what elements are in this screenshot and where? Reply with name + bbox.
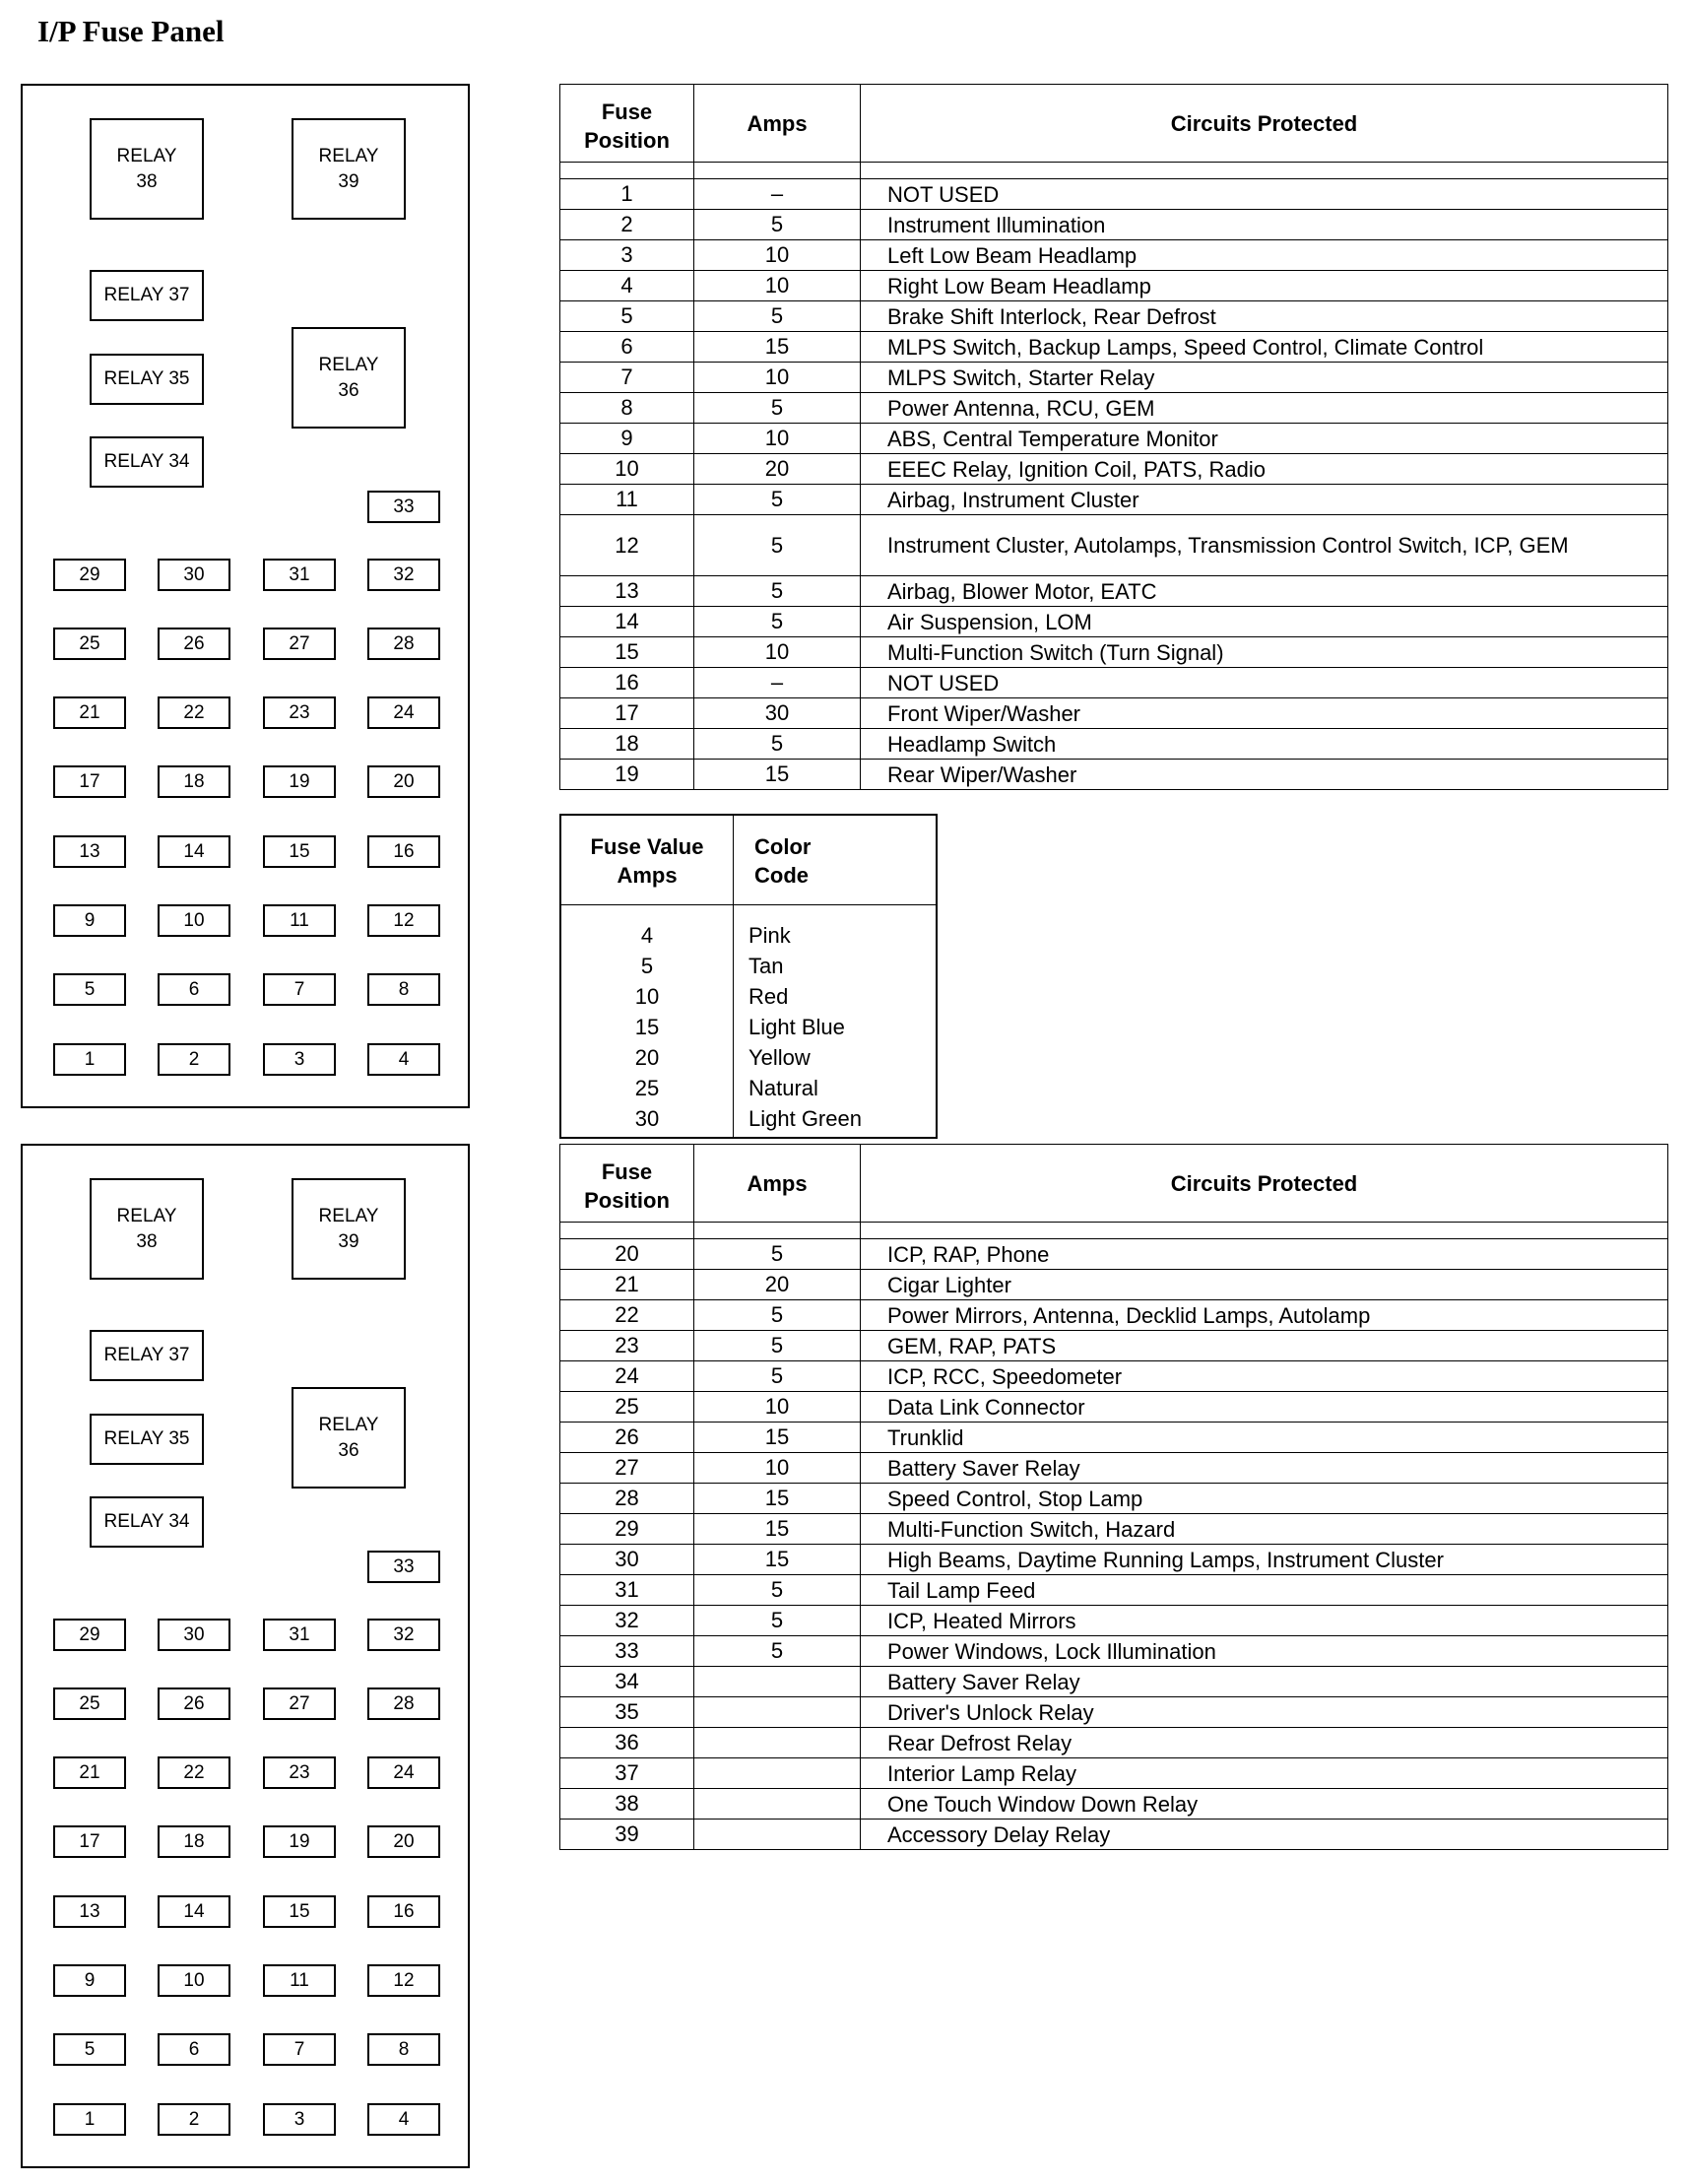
table-row bbox=[560, 1239, 1668, 1270]
amps-cell: 30 bbox=[694, 698, 861, 729]
header-fuse-position: Fuse Position bbox=[560, 85, 694, 163]
relay-36 bbox=[292, 1387, 406, 1489]
relay-38 bbox=[90, 118, 204, 220]
fuse-15: 15 bbox=[263, 835, 336, 868]
color-header-color: Color Code bbox=[754, 834, 812, 888]
amps-cell bbox=[694, 1667, 861, 1697]
circuits-cell: Driver's Unlock Relay bbox=[861, 1697, 1668, 1728]
amps-cell bbox=[694, 1697, 861, 1728]
amps-cell: – bbox=[694, 179, 861, 210]
fuse-14: 14 bbox=[158, 835, 230, 868]
fuse-28: 28 bbox=[367, 628, 440, 660]
fuse-position-cell: 38 bbox=[560, 1789, 694, 1820]
amps-cell: 15 bbox=[694, 332, 861, 363]
fuse-31: 31 bbox=[263, 1619, 336, 1651]
amps-cell: 5 bbox=[694, 210, 861, 240]
table-row bbox=[560, 454, 1668, 485]
fuse-position-cell: 28 bbox=[560, 1484, 694, 1514]
fuse-27: 27 bbox=[263, 1688, 336, 1720]
fuse-position-cell: 20 bbox=[560, 1239, 694, 1270]
fuse-8: 8 bbox=[367, 2033, 440, 2066]
table-row bbox=[560, 607, 1668, 637]
color-code-legend bbox=[559, 814, 938, 1139]
fuse-3: 3 bbox=[263, 1043, 336, 1076]
amps-cell bbox=[694, 1820, 861, 1850]
amps-cell: – bbox=[694, 668, 861, 698]
amps-cell: 15 bbox=[694, 1545, 861, 1575]
fuse-position-cell: 5 bbox=[560, 301, 694, 332]
fuse-position-cell: 6 bbox=[560, 332, 694, 363]
table-row bbox=[560, 301, 1668, 332]
table-row bbox=[560, 240, 1668, 271]
fuse-position-cell: 7 bbox=[560, 363, 694, 393]
relay-label: RELAY 37 bbox=[103, 1345, 190, 1365]
amps-cell: 5 bbox=[694, 515, 861, 576]
fuse-position-cell: 3 bbox=[560, 240, 694, 271]
relay-label: RELAY 34 bbox=[103, 1511, 190, 1532]
circuits-cell: Power Antenna, RCU, GEM bbox=[861, 393, 1668, 424]
circuits-cell: ICP, RAP, Phone bbox=[861, 1239, 1668, 1270]
amps-cell: 5 bbox=[694, 1575, 861, 1606]
color-amp-value: 25 bbox=[634, 1076, 660, 1100]
fuse-position-cell: 14 bbox=[560, 607, 694, 637]
fuse-position-cell: 15 bbox=[560, 637, 694, 668]
circuits-cell: MLPS Switch, Starter Relay bbox=[861, 363, 1668, 393]
relay-number: 39 bbox=[338, 1230, 359, 1252]
table-row bbox=[560, 485, 1668, 515]
relay-number: 36 bbox=[338, 379, 359, 401]
fuse-10: 10 bbox=[158, 904, 230, 937]
fuse-6: 6 bbox=[158, 973, 230, 1006]
fuse-19: 19 bbox=[263, 765, 336, 798]
fuse-table-1 bbox=[559, 84, 1668, 790]
fuse-33: 33 bbox=[367, 1551, 440, 1583]
amps-cell bbox=[694, 1758, 861, 1789]
fuse-9: 9 bbox=[53, 904, 126, 937]
circuits-cell: NOT USED bbox=[861, 668, 1668, 698]
fuse-6: 6 bbox=[158, 2033, 230, 2066]
color-name: Tan bbox=[748, 954, 784, 978]
table-row bbox=[560, 760, 1668, 790]
amps-cell: 10 bbox=[694, 637, 861, 668]
fuse-position-cell: 13 bbox=[560, 576, 694, 607]
fuse-20: 20 bbox=[367, 1825, 440, 1858]
amps-cell: 5 bbox=[694, 1331, 861, 1361]
table-row bbox=[560, 1270, 1668, 1300]
fuse-22: 22 bbox=[158, 1756, 230, 1789]
fuse-position-cell: 23 bbox=[560, 1331, 694, 1361]
fuse-25: 25 bbox=[53, 628, 126, 660]
amps-cell: 5 bbox=[694, 1636, 861, 1667]
table-row bbox=[560, 637, 1668, 668]
fuse-2: 2 bbox=[158, 2103, 230, 2136]
relay-number: 36 bbox=[338, 1439, 359, 1461]
fuse-position-cell: 11 bbox=[560, 485, 694, 515]
circuits-cell: Data Link Connector bbox=[861, 1392, 1668, 1423]
table-row bbox=[560, 1606, 1668, 1636]
circuits-cell: Multi-Function Switch (Turn Signal) bbox=[861, 637, 1668, 668]
color-amp-value: 15 bbox=[634, 1015, 660, 1039]
color-name: Light Green bbox=[748, 1106, 862, 1131]
circuits-cell: Trunklid bbox=[861, 1423, 1668, 1453]
fuse-21: 21 bbox=[53, 696, 126, 729]
circuits-cell: Instrument Cluster, Autolamps, Transmission Control Switch, ICP, GEM bbox=[861, 515, 1668, 576]
fuse-14: 14 bbox=[158, 1895, 230, 1928]
fuse-1: 1 bbox=[53, 1043, 126, 1076]
table-row bbox=[560, 271, 1668, 301]
circuits-cell: MLPS Switch, Backup Lamps, Speed Control, Climate Control bbox=[861, 332, 1668, 363]
fuse-24: 24 bbox=[367, 696, 440, 729]
table-row bbox=[560, 1636, 1668, 1667]
fuse-position-cell: 31 bbox=[560, 1575, 694, 1606]
amps-cell: 5 bbox=[694, 729, 861, 760]
table-row bbox=[560, 424, 1668, 454]
fuse-15: 15 bbox=[263, 1895, 336, 1928]
fuse-position-cell: 29 bbox=[560, 1514, 694, 1545]
table-row bbox=[560, 363, 1668, 393]
circuits-cell: Rear Defrost Relay bbox=[861, 1728, 1668, 1758]
relay-label: RELAY 34 bbox=[103, 451, 190, 472]
amps-cell: 10 bbox=[694, 271, 861, 301]
amps-cell: 5 bbox=[694, 301, 861, 332]
circuits-cell: High Beams, Daytime Running Lamps, Instrument Cluster bbox=[861, 1545, 1668, 1575]
fuse-18: 18 bbox=[158, 1825, 230, 1858]
amps-cell: 15 bbox=[694, 1484, 861, 1514]
amps-cell: 5 bbox=[694, 485, 861, 515]
fuse-position-cell: 18 bbox=[560, 729, 694, 760]
circuits-cell: ICP, Heated Mirrors bbox=[861, 1606, 1668, 1636]
fuse-17: 17 bbox=[53, 1825, 126, 1858]
page-title: I/P Fuse Panel bbox=[37, 14, 225, 48]
amps-cell: 20 bbox=[694, 1270, 861, 1300]
amps-cell: 20 bbox=[694, 454, 861, 485]
circuits-cell: Instrument Illumination bbox=[861, 210, 1668, 240]
fuse-position-cell: 2 bbox=[560, 210, 694, 240]
fuse-position-cell: 12 bbox=[560, 515, 694, 576]
color-name: Natural bbox=[748, 1076, 818, 1100]
color-amp-value: 5 bbox=[640, 954, 654, 978]
header-amps: Amps bbox=[694, 85, 861, 163]
relay-label: RELAY 35 bbox=[103, 1428, 190, 1449]
fuse-17: 17 bbox=[53, 765, 126, 798]
circuits-cell: Airbag, Instrument Cluster bbox=[861, 485, 1668, 515]
fuse-13: 13 bbox=[53, 1895, 126, 1928]
fuse-position-cell: 39 bbox=[560, 1820, 694, 1850]
circuits-cell: Tail Lamp Feed bbox=[861, 1575, 1668, 1606]
circuits-cell: Power Mirrors, Antenna, Decklid Lamps, Autolamp bbox=[861, 1300, 1668, 1331]
fuse-5: 5 bbox=[53, 973, 126, 1006]
circuits-cell: EEEC Relay, Ignition Coil, PATS, Radio bbox=[861, 454, 1668, 485]
relay-34 bbox=[90, 1496, 204, 1548]
circuits-cell: ICP, RCC, Speedometer bbox=[861, 1361, 1668, 1392]
relay-39 bbox=[292, 118, 406, 220]
fuse-position-cell: 36 bbox=[560, 1728, 694, 1758]
table-row bbox=[560, 1545, 1668, 1575]
amps-cell: 15 bbox=[694, 1423, 861, 1453]
table-row bbox=[560, 332, 1668, 363]
amps-cell: 10 bbox=[694, 424, 861, 454]
fuse-position-cell: 21 bbox=[560, 1270, 694, 1300]
table-row bbox=[560, 1453, 1668, 1484]
amps-cell bbox=[694, 1728, 861, 1758]
relay-number: 38 bbox=[136, 170, 158, 192]
circuits-cell: Accessory Delay Relay bbox=[861, 1820, 1668, 1850]
fuse-position-cell: 37 bbox=[560, 1758, 694, 1789]
fuse-26: 26 bbox=[158, 1688, 230, 1720]
relay-36 bbox=[292, 327, 406, 429]
fuse-13: 13 bbox=[53, 835, 126, 868]
fuse-24: 24 bbox=[367, 1756, 440, 1789]
amps-cell: 5 bbox=[694, 1239, 861, 1270]
color-amp-value: 10 bbox=[634, 984, 660, 1009]
circuits-cell: NOT USED bbox=[861, 179, 1668, 210]
fuse-position-cell: 25 bbox=[560, 1392, 694, 1423]
fuse-29: 29 bbox=[53, 559, 126, 591]
color-amp-value: 4 bbox=[640, 923, 654, 948]
fuse-23: 23 bbox=[263, 696, 336, 729]
fuse-position-cell: 27 bbox=[560, 1453, 694, 1484]
fuse-position-cell: 33 bbox=[560, 1636, 694, 1667]
fuse-19: 19 bbox=[263, 1825, 336, 1858]
fuse-position-cell: 1 bbox=[560, 179, 694, 210]
color-name: Red bbox=[748, 984, 789, 1009]
fuse-32: 32 bbox=[367, 559, 440, 591]
header-amps: Amps bbox=[694, 1145, 861, 1223]
circuits-cell: Cigar Lighter bbox=[861, 1270, 1668, 1300]
fuse-4: 4 bbox=[367, 1043, 440, 1076]
color-amp-value: 20 bbox=[634, 1045, 660, 1070]
circuits-cell: Interior Lamp Relay bbox=[861, 1758, 1668, 1789]
fuse-position-cell: 22 bbox=[560, 1300, 694, 1331]
amps-cell: 10 bbox=[694, 240, 861, 271]
relay-37 bbox=[90, 270, 204, 321]
fuse-position-cell: 9 bbox=[560, 424, 694, 454]
amps-cell bbox=[694, 1789, 861, 1820]
header-circuits: Circuits Protected bbox=[861, 85, 1668, 163]
color-name: Light Blue bbox=[748, 1015, 845, 1039]
relay-34 bbox=[90, 436, 204, 488]
fuse-panel-diagram-top bbox=[21, 84, 470, 1108]
relay-35 bbox=[90, 1414, 204, 1465]
relay-label: RELAY 35 bbox=[103, 368, 190, 389]
circuits-cell: Speed Control, Stop Lamp bbox=[861, 1484, 1668, 1514]
fuse-position-cell: 35 bbox=[560, 1697, 694, 1728]
fuse-7: 7 bbox=[263, 973, 336, 1006]
circuits-cell: Left Low Beam Headlamp bbox=[861, 240, 1668, 271]
fuse-30: 30 bbox=[158, 1619, 230, 1651]
table-row bbox=[560, 1331, 1668, 1361]
table-row bbox=[560, 1423, 1668, 1453]
fuse-16: 16 bbox=[367, 1895, 440, 1928]
fuse-23: 23 bbox=[263, 1756, 336, 1789]
relay-35 bbox=[90, 354, 204, 405]
fuse-position-cell: 8 bbox=[560, 393, 694, 424]
fuse-position-cell: 26 bbox=[560, 1423, 694, 1453]
header-circuits: Circuits Protected bbox=[861, 1145, 1668, 1223]
circuits-cell: GEM, RAP, PATS bbox=[861, 1331, 1668, 1361]
fuse-20: 20 bbox=[367, 765, 440, 798]
relay-label: RELAY bbox=[318, 145, 379, 166]
amps-cell: 5 bbox=[694, 1606, 861, 1636]
fuse-panel-diagram-bottom bbox=[21, 1144, 470, 2168]
relay-37 bbox=[90, 1330, 204, 1381]
table-row bbox=[560, 576, 1668, 607]
table-row bbox=[560, 1392, 1668, 1423]
table-row bbox=[560, 515, 1668, 576]
fuse-9: 9 bbox=[53, 1964, 126, 1997]
table-row bbox=[560, 1300, 1668, 1331]
fuse-position-cell: 4 bbox=[560, 271, 694, 301]
circuits-cell: Right Low Beam Headlamp bbox=[861, 271, 1668, 301]
amps-cell: 15 bbox=[694, 1514, 861, 1545]
fuse-16: 16 bbox=[367, 835, 440, 868]
fuse-position-cell: 32 bbox=[560, 1606, 694, 1636]
table-row bbox=[560, 1361, 1668, 1392]
circuits-cell: ABS, Central Temperature Monitor bbox=[861, 424, 1668, 454]
circuits-cell: Headlamp Switch bbox=[861, 729, 1668, 760]
table-row bbox=[560, 393, 1668, 424]
fuse-30: 30 bbox=[158, 559, 230, 591]
relay-label: RELAY bbox=[116, 145, 177, 166]
fuse-12: 12 bbox=[367, 904, 440, 937]
table-row bbox=[560, 1789, 1668, 1820]
fuse-27: 27 bbox=[263, 628, 336, 660]
table-row bbox=[560, 1758, 1668, 1789]
circuits-cell: Air Suspension, LOM bbox=[861, 607, 1668, 637]
table-row bbox=[560, 1575, 1668, 1606]
table-row bbox=[560, 1697, 1668, 1728]
circuits-cell: Rear Wiper/Washer bbox=[861, 760, 1668, 790]
fuse-32: 32 bbox=[367, 1619, 440, 1651]
amps-cell: 5 bbox=[694, 607, 861, 637]
relay-label: RELAY bbox=[318, 1414, 379, 1435]
fuse-position-cell: 19 bbox=[560, 760, 694, 790]
fuse-5: 5 bbox=[53, 2033, 126, 2066]
fuse-position-cell: 16 bbox=[560, 668, 694, 698]
color-amp-value: 30 bbox=[634, 1106, 660, 1131]
relay-label: RELAY bbox=[318, 1205, 379, 1226]
fuse-position-cell: 34 bbox=[560, 1667, 694, 1697]
amps-cell: 10 bbox=[694, 363, 861, 393]
fuse-29: 29 bbox=[53, 1619, 126, 1651]
fuse-28: 28 bbox=[367, 1688, 440, 1720]
table-row bbox=[560, 1728, 1668, 1758]
amps-cell: 15 bbox=[694, 760, 861, 790]
fuse-22: 22 bbox=[158, 696, 230, 729]
amps-cell: 10 bbox=[694, 1392, 861, 1423]
circuits-cell: Front Wiper/Washer bbox=[861, 698, 1668, 729]
relay-number: 38 bbox=[136, 1230, 158, 1252]
table-row bbox=[560, 1820, 1668, 1850]
amps-cell: 5 bbox=[694, 576, 861, 607]
circuits-cell: Brake Shift Interlock, Rear Defrost bbox=[861, 301, 1668, 332]
fuse-10: 10 bbox=[158, 1964, 230, 1997]
table-row bbox=[560, 668, 1668, 698]
fuse-7: 7 bbox=[263, 2033, 336, 2066]
circuits-cell: Battery Saver Relay bbox=[861, 1453, 1668, 1484]
header-fuse-position: Fuse Position bbox=[560, 1145, 694, 1223]
table-row bbox=[560, 210, 1668, 240]
relay-label: RELAY bbox=[318, 354, 379, 375]
fuse-11: 11 bbox=[263, 1964, 336, 1997]
fuse-11: 11 bbox=[263, 904, 336, 937]
table-row bbox=[560, 179, 1668, 210]
circuits-cell: Airbag, Blower Motor, EATC bbox=[861, 576, 1668, 607]
table-row bbox=[560, 729, 1668, 760]
amps-cell: 10 bbox=[694, 1453, 861, 1484]
fuse-12: 12 bbox=[367, 1964, 440, 1997]
amps-cell: 5 bbox=[694, 1361, 861, 1392]
circuits-cell: One Touch Window Down Relay bbox=[861, 1789, 1668, 1820]
fuse-3: 3 bbox=[263, 2103, 336, 2136]
color-name: Yellow bbox=[748, 1045, 811, 1070]
table-row bbox=[560, 1514, 1668, 1545]
fuse-8: 8 bbox=[367, 973, 440, 1006]
color-name: Pink bbox=[748, 923, 791, 948]
fuse-4: 4 bbox=[367, 2103, 440, 2136]
fuse-position-cell: 30 bbox=[560, 1545, 694, 1575]
fuse-position-cell: 10 bbox=[560, 454, 694, 485]
fuse-18: 18 bbox=[158, 765, 230, 798]
relay-39 bbox=[292, 1178, 406, 1280]
fuse-1: 1 bbox=[53, 2103, 126, 2136]
circuits-cell: Power Windows, Lock Illumination bbox=[861, 1636, 1668, 1667]
fuse-33: 33 bbox=[367, 491, 440, 523]
fuse-21: 21 bbox=[53, 1756, 126, 1789]
relay-number: 39 bbox=[338, 170, 359, 192]
color-header-amps: Fuse Value Amps bbox=[590, 834, 704, 888]
relay-label: RELAY 37 bbox=[103, 285, 190, 305]
fuse-table-2 bbox=[559, 1144, 1668, 1850]
table-row bbox=[560, 698, 1668, 729]
amps-cell: 5 bbox=[694, 1300, 861, 1331]
table-row bbox=[560, 1667, 1668, 1697]
amps-cell: 5 bbox=[694, 393, 861, 424]
relay-label: RELAY bbox=[116, 1205, 177, 1226]
fuse-position-cell: 17 bbox=[560, 698, 694, 729]
circuits-cell: Multi-Function Switch, Hazard bbox=[861, 1514, 1668, 1545]
table-row bbox=[560, 1484, 1668, 1514]
circuits-cell: Battery Saver Relay bbox=[861, 1667, 1668, 1697]
fuse-31: 31 bbox=[263, 559, 336, 591]
fuse-position-cell: 24 bbox=[560, 1361, 694, 1392]
fuse-25: 25 bbox=[53, 1688, 126, 1720]
fuse-2: 2 bbox=[158, 1043, 230, 1076]
relay-38 bbox=[90, 1178, 204, 1280]
fuse-26: 26 bbox=[158, 628, 230, 660]
